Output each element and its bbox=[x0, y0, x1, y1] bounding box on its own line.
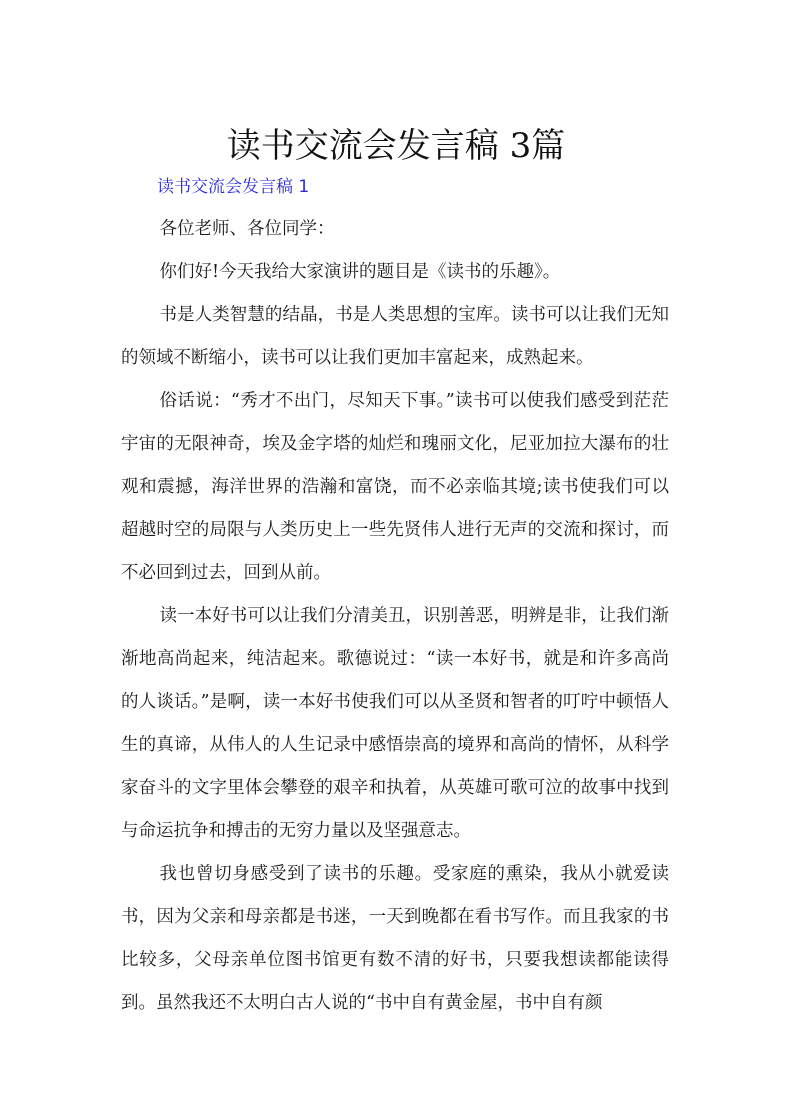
document-title: 读书交流会发言稿 3篇 bbox=[226, 126, 566, 166]
paragraph: 俗话说：“秀才不出门，尽知天下事。”读书可以使我们感受到茫茫宇宙的无限神奇，埃及金字塔的灿烂和瑰丽文化，尼亚加拉大瀑布的壮观和震撼，海洋世界的浩瀚和富饶，而不必亲临其境;读书使我们可以超越时空的局限与人类历史上一些先贤伟人进行无声的交流和探讨，而不必回到过去，回到从前。 bbox=[121, 391, 669, 583]
paragraph-intro: 你们好!今天我给大家演讲的题目是《读书的乐趣》。 bbox=[159, 262, 561, 282]
paragraph: 读一本好书可以让我们分清美丑，识别善恶，明辨是非，让我们渐渐地高尚起来，纯洁起来。歌德说过：“读一本好书，就是和许多高尚的人谈话。”是啊，读一本好书使我们可以从圣贤和智者的叮咛中顿悟人生的真谛，从伟人的人生记录中感悟崇高的境界和高尚的情怀，从科学家奋斗的文字里体会攀登的艰辛和执着，从英雄可歌可泣的故事中找到与命运抗争和搏击的无穷力量以及坚强意志。 bbox=[121, 606, 669, 841]
paragraph: 我也曾切身感受到了读书的乐趣。受家庭的熏染，我从小就爱读书，因为父亲和母亲都是书迷，一天到晚都在看书写作。而且我家的书比较多，父母亲单位图书馆更有数不清的好书，只要我想读都能读得到。虽然我还不太明白古人说的“书中自有黄金屋，书中自有颜 bbox=[121, 864, 669, 1013]
section-heading: 读书交流会发言稿 1 bbox=[157, 177, 310, 197]
paragraph-greeting: 各位老师、各位同学： bbox=[159, 219, 335, 239]
document-body bbox=[121, 208, 669, 1025]
paragraph: 书是人类智慧的结晶，书是人类思想的宝库。读书可以让我们无知的领域不断缩小，读书可以让我们更加丰富起来，成熟起来。 bbox=[121, 305, 669, 368]
